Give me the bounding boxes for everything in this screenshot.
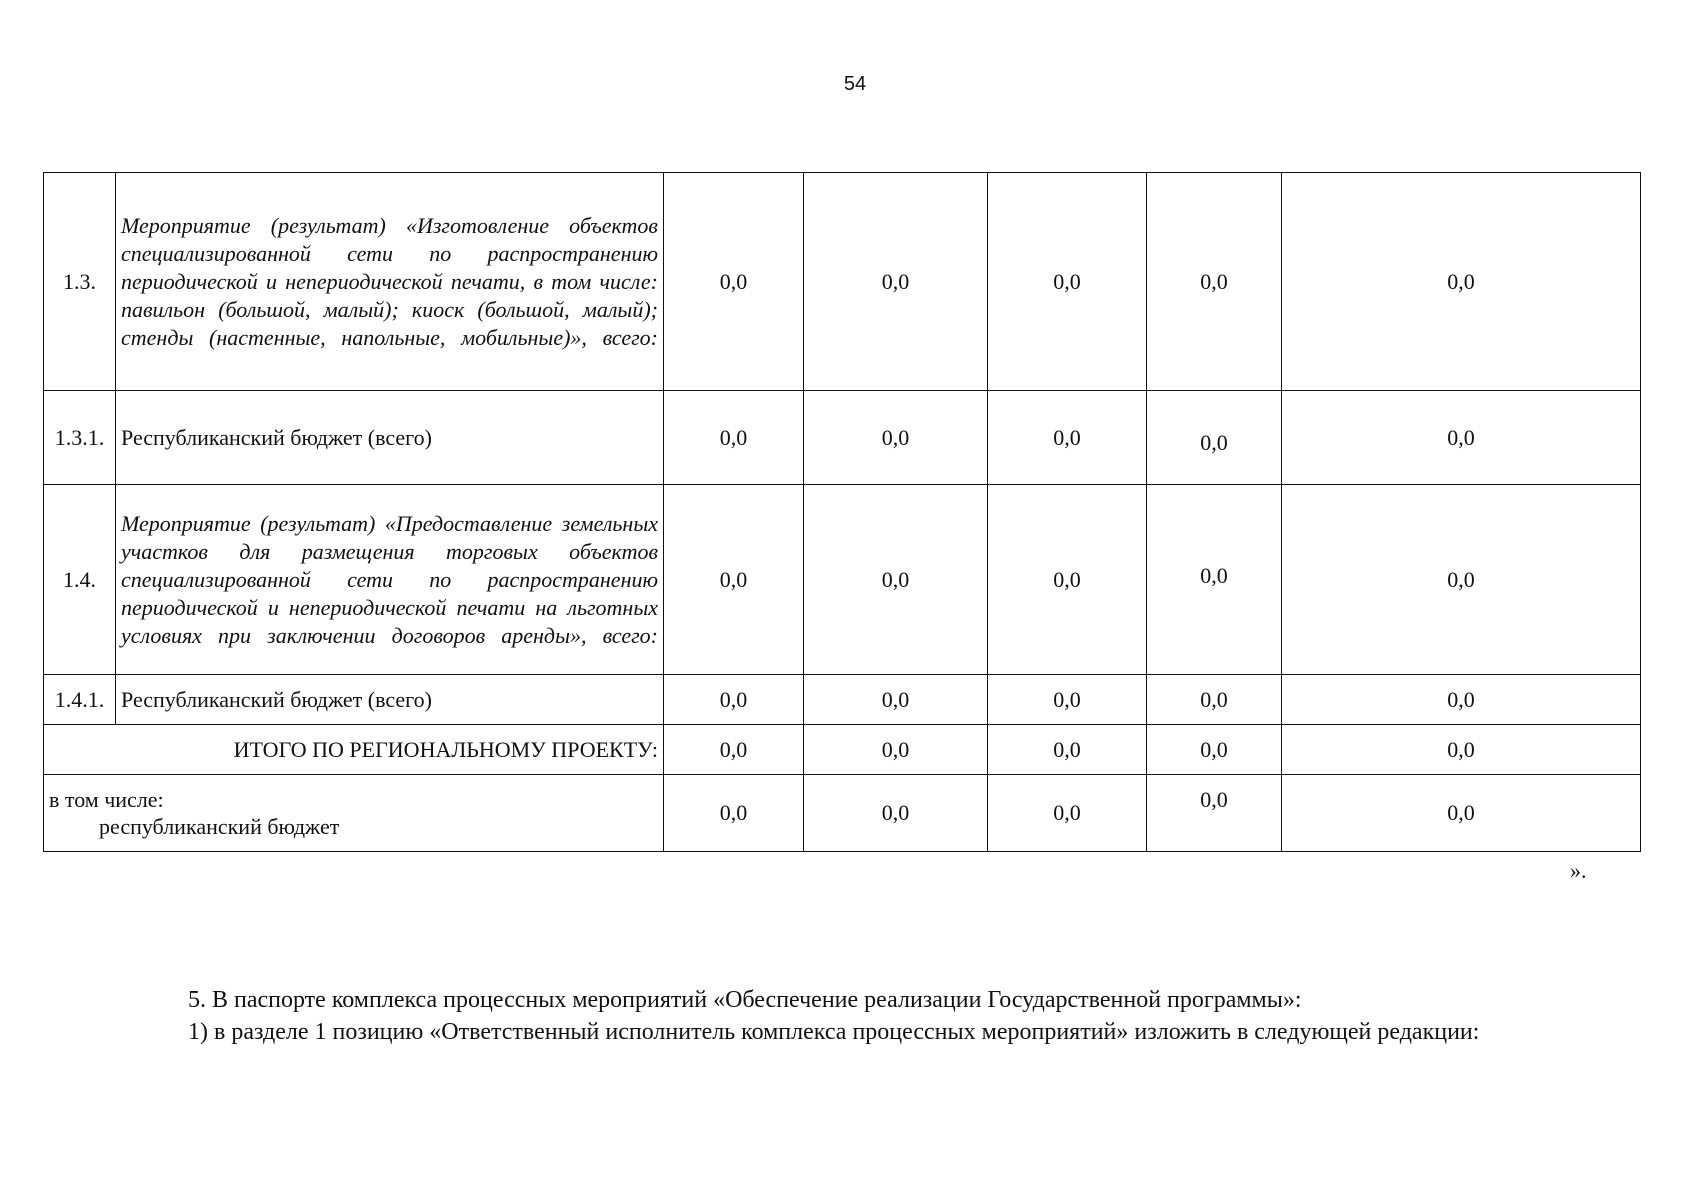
value-cell: 0,0 — [664, 391, 804, 485]
row-description: Мероприятие (результат) «Изготовление объектов специализированной сети по распространению периодической и непериодической печати, в том числе: павильон (большой, малый); киоск (большой, малый); стенды (настенные, напольные, мобильные)», всего: — [116, 173, 664, 391]
value-cell: 0,0 — [1282, 725, 1641, 775]
value-cell: 0,0 — [1282, 173, 1641, 391]
closing-quote: ». — [1570, 858, 1587, 883]
value-cell: 0,0 — [988, 675, 1147, 725]
table-row — [44, 675, 1641, 725]
value-cell: 0,0 — [1282, 775, 1641, 852]
value-cell: 0,0 — [1147, 173, 1282, 391]
value-cell: 0,0 — [804, 725, 988, 775]
value-cell: 0,0 — [664, 725, 804, 775]
row-number: 1.3. — [44, 173, 116, 391]
value-cell: 0,0 — [664, 485, 804, 675]
value-cell: 0,0 — [988, 725, 1147, 775]
including-label — [44, 775, 664, 852]
value-cell: 0,0 — [1282, 675, 1641, 725]
value-cell: 0,0 — [988, 485, 1147, 675]
paragraph-item-5: 5. В паспорте комплекса процессных мероприятий «Обеспечение реализации Государственной программы»: — [188, 987, 1302, 1013]
value-cell: 0,0 — [988, 173, 1147, 391]
value-cell: 0,0 — [804, 775, 988, 852]
value-cell: 0,0 — [1147, 725, 1282, 775]
value-cell: 0,0 — [664, 173, 804, 391]
row-description: Республиканский бюджет (всего) — [116, 391, 664, 485]
value-cell: 0,0 — [1147, 775, 1282, 852]
value-cell: 0,0 — [1282, 485, 1641, 675]
value-cell: 0,0 — [804, 391, 988, 485]
total-row — [44, 725, 1641, 775]
value-cell: 0,0 — [988, 391, 1147, 485]
row-number: 1.4. — [44, 485, 116, 675]
value-cell: 0,0 — [664, 775, 804, 852]
paragraph-subitem-1: 1) в разделе 1 позицию «Ответственный исполнитель комплекса процессных мероприятий» изложить в следующей редакции: — [188, 1019, 1480, 1045]
value-cell: 0,0 — [1147, 485, 1282, 675]
budget-table — [43, 172, 1641, 852]
including-label-line1: в том числе: — [49, 787, 164, 812]
row-number: 1.3.1. — [44, 391, 116, 485]
value-cell: 0,0 — [804, 173, 988, 391]
row-number: 1.4.1. — [44, 675, 116, 725]
including-row — [44, 775, 1641, 852]
table-row — [44, 485, 1641, 675]
page-number: 54 — [843, 73, 867, 95]
value-cell: 0,0 — [1147, 675, 1282, 725]
value-cell: 0,0 — [1147, 391, 1282, 485]
table-row — [44, 173, 1641, 391]
value-cell: 0,0 — [988, 775, 1147, 852]
value-cell: 0,0 — [664, 675, 804, 725]
value-cell: 0,0 — [804, 675, 988, 725]
row-description: Республиканский бюджет (всего) — [116, 675, 664, 725]
value-cell: 0,0 — [804, 485, 988, 675]
row-description: Мероприятие (результат) «Предоставление земельных участков для размещения торговых объектов специализированной сети по распространению периодической и непериодической печати на льготных условиях при заключении договоров аренды», всего: — [116, 485, 664, 675]
including-label-line2: республиканский бюджет — [99, 814, 340, 839]
total-label: ИТОГО ПО РЕГИОНАЛЬНОМУ ПРОЕКТУ: — [44, 725, 664, 775]
value-cell: 0,0 — [1282, 391, 1641, 485]
table-row — [44, 391, 1641, 485]
